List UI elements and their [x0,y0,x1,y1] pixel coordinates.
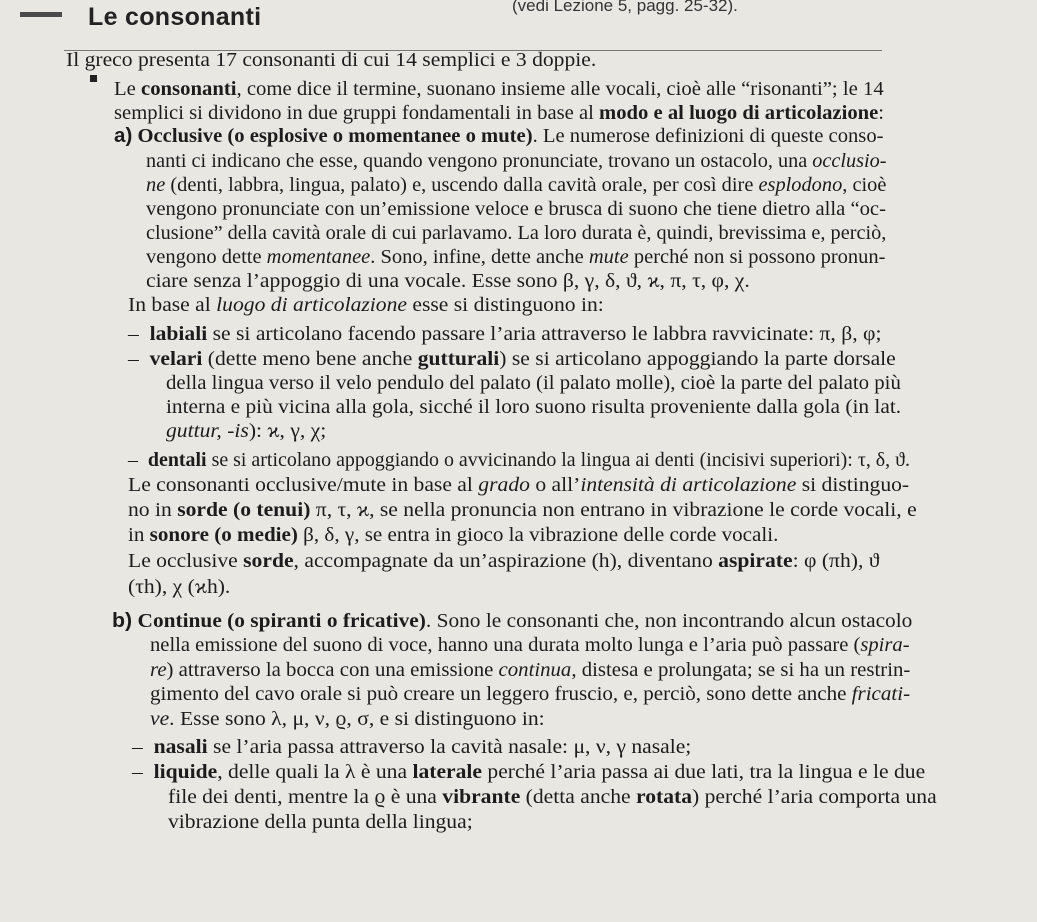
text-line: nella emissione del suono di voce, hanno una durata molto lunga e l’aria può passare (spira- [150,634,910,656]
text-line: a) Occlusive (o esplosive o momentanee o mute). Le numerose definizioni di queste conso- [114,125,884,147]
text-line: – velari (dette meno bene anche gutturali) se si articolano appoggiando la parte dorsale [128,348,896,370]
text-line: file dei denti, mentre la ϱ è una vibrante (detta anche rotata) perché l’aria comporta una [168,786,937,808]
reference-note: (vedi Lezione 5, pagg. 25-32). [512,0,738,15]
text-line: vibrazione della punta della lingua; [168,811,473,833]
text-line: ne (denti, labbra, lingua, palato) e, uscendo dalla cavità orale, per così dire esplodono, cioè [146,174,887,196]
text-line: nanti ci indicano che esse, quando vengono pronunciate, trovano un ostacolo, una occlusio- [146,150,887,172]
text-line: semplici si dividono in due gruppi fondamentali in base al modo e al luogo di articolazione: [114,102,885,124]
text-line: gimento del cavo orale si può creare un leggero fruscio, e, perciò, sono dette anche fricati- [150,683,911,705]
text-line: in sonore (o medie) β, δ, γ, se entra in gioco la vibrazione delle corde vocali. [128,524,779,546]
text-line: vengono dette momentanee. Sono, infine, dette anche mute perché non si possono pronun- [146,246,886,268]
text-line: ciare senza l’appoggio di una vocale. Esse sono β, γ, δ, ϑ, ϰ, π, τ, φ, χ. [146,270,750,292]
bullet-icon [90,75,97,82]
text-line: – liquide, delle quali la λ è una laterale perché l’aria passa ai due lati, tra la lingua e le due [132,761,926,783]
title-marker [20,12,62,17]
text-line: Il greco presenta 17 consonanti di cui 14 semplici e 3 doppie. [66,49,597,71]
text-line: guttur, -is): ϰ, γ, χ; [166,420,327,442]
text-line: – nasali se l’aria passa attraverso la cavità nasale: μ, ν, γ nasale; [132,736,692,758]
text-line: re) attraverso la bocca con una emissione continua, distesa e prolungata; se si ha un restrin- [150,659,911,681]
text-line: – dentali se si articolano appoggiando o avvicinando la lingua ai denti (incisivi superiori): τ, δ, ϑ. [128,449,910,471]
text-line: interna e più vicina alla gola, sicché il loro suono risulta proveniente dalla gola (in lat. [166,396,902,418]
text-line: b) Continue (o spiranti o fricative). Sono le consonanti che, non incontrando alcun ostacolo [112,610,913,632]
text-line: della lingua verso il velo pendulo del palato (il palato molle), cioè la parte del palato più [166,372,901,394]
text-line: Le occlusive sorde, accompagnate da un’aspirazione (h), diventano aspirate: φ (πh), ϑ [128,550,880,572]
text-line: – labiali se si articolano facendo passare l’aria attraverso le labbra ravvicinate: π, β, φ; [128,323,882,345]
text-line: clusione” della cavità orale di cui parlavamo. La loro durata è, quindi, brevissima e, perciò, [146,222,887,244]
text-line: In base al luogo di articolazione esse si distinguono in: [128,294,604,316]
text-line: (τh), χ (ϰh). [128,576,231,598]
page-title: Le consonanti [88,3,262,31]
text-line: vengono pronunciate con un’emissione veloce e brusca di suono che tiene dietro alla “oc- [146,198,886,220]
text-line: ve. Esse sono λ, μ, ν, ϱ, σ, e si distinguono in: [150,708,545,730]
text-line: Le consonanti, come dice il termine, suonano insieme alle vocali, cioè alle “risonanti”; le 14 [114,78,884,100]
text-line: Le consonanti occlusive/mute in base al grado o all’intensità di articolazione si distinguo- [128,474,910,496]
text-line: no in sorde (o tenui) π, τ, ϰ, se nella pronuncia non entrano in vibrazione le corde vocali, e [128,499,917,521]
